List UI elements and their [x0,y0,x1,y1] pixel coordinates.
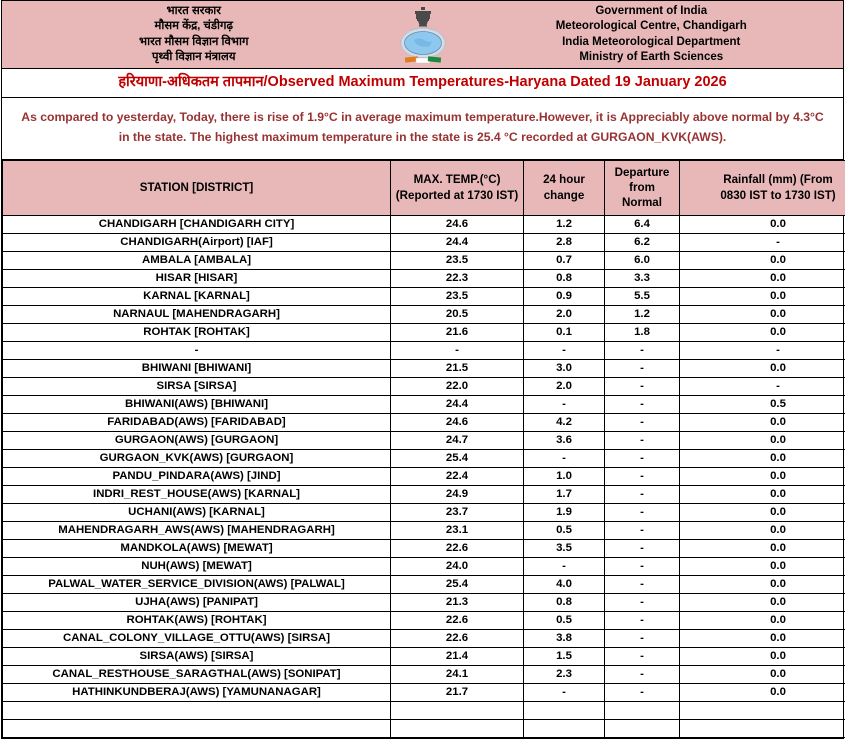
cell-change: - [524,683,605,701]
cell-station: PALWAL_WATER_SERVICE_DIVISION(AWS) [PALWAL] [3,575,391,593]
cell-change: 0.9 [524,287,605,305]
cell-temp: 24.7 [391,431,524,449]
cell-change: 2.0 [524,305,605,323]
cell-departure: - [605,395,680,413]
cell-rainfall: 0.0 [680,521,845,539]
cell-station: - [3,341,391,359]
cell-station: BHIWANI(AWS) [BHIWANI] [3,395,391,413]
table-row [3,503,845,521]
cell-departure: - [605,449,680,467]
table-header-row [3,160,845,215]
table-row [3,377,845,395]
cell-departure: - [605,557,680,575]
cell-temp: 22.3 [391,269,524,287]
cell-rainfall: 0.0 [680,611,845,629]
table-row [3,719,845,737]
masthead-english-block [460,1,844,68]
cell-station: INDRI_REST_HOUSE(AWS) [KARNAL] [3,485,391,503]
cell-rainfall: 0.5 [680,395,845,413]
cell-departure: - [605,539,680,557]
table-header [3,160,845,215]
cell-departure: 1.8 [605,323,680,341]
cell-change: 3.6 [524,431,605,449]
table-row [3,251,845,269]
cell-departure: - [605,467,680,485]
table-row [3,449,845,467]
cell-rainfall: 0.0 [680,287,845,305]
cell-departure: 6.0 [605,251,680,269]
cell-rainfall: 0.0 [680,215,845,233]
cell-station: FARIDABAD(AWS) [FARIDABAD] [3,413,391,431]
cell-departure: 5.5 [605,287,680,305]
cell-temp: 22.0 [391,377,524,395]
table-row [3,539,845,557]
cell-departure: 6.2 [605,233,680,251]
cell-station: HATHINKUNDBERAJ(AWS) [YAMUNANAGAR] [3,683,391,701]
column-header-change-line-1: 24 hour [527,172,601,187]
cell-departure [605,719,680,737]
cell-change: 2.0 [524,377,605,395]
cell-temp [391,719,524,737]
cell-station: CANAL_COLONY_VILLAGE_OTTU(AWS) [SIRSA] [3,629,391,647]
cell-station [3,701,391,719]
cell-rainfall: 0.0 [680,251,845,269]
cell-rainfall: - [680,377,845,395]
cell-change: - [524,341,605,359]
cell-station: KARNAL [KARNAL] [3,287,391,305]
cell-departure: - [605,377,680,395]
cell-departure: 1.2 [605,305,680,323]
table-row [3,287,845,305]
cell-temp: 21.7 [391,683,524,701]
cell-temp: 23.7 [391,503,524,521]
table-row [3,485,845,503]
cell-rainfall: 0.0 [680,647,845,665]
table-row [3,215,845,233]
table-row [3,593,845,611]
table-row [3,557,845,575]
cell-change [524,701,605,719]
cell-station: AMBALA [AMBALA] [3,251,391,269]
cell-rainfall: 0.0 [680,413,845,431]
cell-change: 1.7 [524,485,605,503]
table-row [3,269,845,287]
cell-change: 1.2 [524,215,605,233]
cell-departure: 6.4 [605,215,680,233]
india-meteorological-department-emblem-icon [397,4,449,66]
cell-temp: 25.4 [391,575,524,593]
cell-rainfall [680,719,845,737]
summary-text: As compared to yesterday, Today, there is rise of 1.9°C in average maximum temperature.However, it is Appreciably above normal by 4.3°C in the state. The highest maximum temperature in the state is 25.4 °C recorded at GURGAON_KVK(AWS). [16,108,829,148]
cell-departure: - [605,647,680,665]
column-header-max-temp-line-1: MAX. TEMP.(°C) [394,172,520,187]
cell-change: 0.5 [524,611,605,629]
cell-station: UCHANI(AWS) [KARNAL] [3,503,391,521]
cell-temp: 21.3 [391,593,524,611]
table-row [3,413,845,431]
cell-change: 0.5 [524,521,605,539]
cell-station: MAHENDRAGARH_AWS(AWS) [MAHENDRAGARH] [3,521,391,539]
cell-departure: - [605,359,680,377]
table-row [3,359,845,377]
column-header-rainfall-line-2: 0830 IST to 1730 IST) [683,188,845,203]
cell-temp: 21.4 [391,647,524,665]
cell-temp: 22.6 [391,539,524,557]
cell-rainfall: 0.0 [680,575,845,593]
cell-change: 0.1 [524,323,605,341]
cell-temp: 24.6 [391,413,524,431]
cell-station: CHANDIGARH [CHANDIGARH CITY] [3,215,391,233]
cell-departure: - [605,503,680,521]
cell-rainfall: 0.0 [680,359,845,377]
cell-station: GURGAON(AWS) [GURGAON] [3,431,391,449]
cell-temp: 22.6 [391,629,524,647]
cell-rainfall [680,701,845,719]
cell-rainfall: 0.0 [680,593,845,611]
cell-temp: 24.6 [391,215,524,233]
cell-station [3,719,391,737]
cell-temp: 24.4 [391,395,524,413]
table-row [3,341,845,359]
table-row [3,647,845,665]
cell-departure: - [605,485,680,503]
column-header-max-temp [391,160,524,215]
cell-rainfall: 0.0 [680,323,845,341]
masthead-hindi-line-2: मौसम केंद्र, चंडीगढ़ [155,19,233,34]
cell-change: 2.8 [524,233,605,251]
column-header-change-line-2: change [527,188,601,203]
masthead-hindi-line-3: भारत मौसम विज्ञान विभाग [139,35,248,50]
cell-change: 4.0 [524,575,605,593]
emblem-container [386,1,460,68]
cell-station: MANDKOLA(AWS) [MEWAT] [3,539,391,557]
cell-station: NARNAUL [MAHENDRAGARH] [3,305,391,323]
cell-change: 4.2 [524,413,605,431]
cell-rainfall: 0.0 [680,305,845,323]
cell-rainfall: 0.0 [680,557,845,575]
table-row [3,467,845,485]
cell-change: 1.5 [524,647,605,665]
masthead-english-line-3: India Meteorological Department [562,35,740,50]
cell-change: - [524,395,605,413]
imd-bulletin-page [1,0,844,739]
cell-station: UJHA(AWS) [PANIPAT] [3,593,391,611]
cell-change: - [524,557,605,575]
cell-departure: - [605,575,680,593]
cell-temp: - [391,341,524,359]
cell-change: 1.0 [524,467,605,485]
table-row [3,431,845,449]
cell-temp: 25.4 [391,449,524,467]
cell-temp: 20.5 [391,305,524,323]
cell-station: HISAR [HISAR] [3,269,391,287]
cell-rainfall: - [680,341,845,359]
cell-rainfall: - [680,233,845,251]
masthead-hindi-line-1: भारत सरकार [166,4,221,19]
cell-station: CANAL_RESTHOUSE_SARAGTHAL(AWS) [SONIPAT] [3,665,391,683]
cell-rainfall: 0.0 [680,467,845,485]
cell-rainfall: 0.0 [680,449,845,467]
summary-band [2,98,843,160]
column-header-departure-line-1: Departure [608,165,676,180]
cell-temp: 21.5 [391,359,524,377]
column-header-max-temp-line-2: (Reported at 1730 IST) [394,188,520,203]
cell-change: 0.8 [524,269,605,287]
cell-departure: - [605,683,680,701]
column-header-departure-from-normal [605,160,680,215]
cell-station: CHANDIGARH(Airport) [IAF] [3,233,391,251]
cell-temp: 23.5 [391,287,524,305]
max-temperature-table [2,160,845,738]
cell-departure [605,701,680,719]
column-header-rainfall [680,160,845,215]
cell-departure: - [605,629,680,647]
column-header-rainfall-line-1: Rainfall (mm) (From [683,172,845,187]
table-row [3,701,845,719]
table-body [3,215,845,737]
cell-rainfall: 0.0 [680,503,845,521]
table-row [3,683,845,701]
cell-station: GURGAON_KVK(AWS) [GURGAON] [3,449,391,467]
cell-temp: 21.6 [391,323,524,341]
cell-temp: 22.6 [391,611,524,629]
cell-rainfall: 0.0 [680,629,845,647]
cell-temp: 24.4 [391,233,524,251]
cell-change: 0.7 [524,251,605,269]
table-row [3,233,845,251]
cell-temp: 23.1 [391,521,524,539]
cell-rainfall: 0.0 [680,683,845,701]
column-header-departure-line-2: from [608,180,676,195]
table-row [3,665,845,683]
masthead [2,1,843,69]
cell-departure: - [605,341,680,359]
cell-temp: 24.9 [391,485,524,503]
cell-station: PANDU_PINDARA(AWS) [JIND] [3,467,391,485]
cell-station: SIRSA [SIRSA] [3,377,391,395]
cell-rainfall: 0.0 [680,665,845,683]
cell-temp: 22.4 [391,467,524,485]
cell-rainfall: 0.0 [680,485,845,503]
table-row [3,611,845,629]
cell-change: 3.5 [524,539,605,557]
cell-station: ROHTAK(AWS) [ROHTAK] [3,611,391,629]
cell-change [524,719,605,737]
table-row [3,575,845,593]
cell-change: 0.8 [524,593,605,611]
cell-departure: - [605,413,680,431]
table-row [3,323,845,341]
column-header-24-hour-change [524,160,605,215]
cell-temp: 23.5 [391,251,524,269]
cell-change: 1.9 [524,503,605,521]
cell-temp: 24.1 [391,665,524,683]
masthead-hindi-line-4: पृथ्वी विज्ञान मंत्रालय [152,50,236,65]
table-row [3,629,845,647]
cell-station: ROHTAK [ROHTAK] [3,323,391,341]
table-row [3,395,845,413]
cell-departure: - [605,593,680,611]
cell-rainfall: 0.0 [680,431,845,449]
cell-station: NUH(AWS) [MEWAT] [3,557,391,575]
cell-departure: - [605,521,680,539]
masthead-hindi-block [2,1,386,68]
cell-rainfall: 0.0 [680,539,845,557]
cell-departure: - [605,611,680,629]
cell-change: 3.8 [524,629,605,647]
cell-departure: - [605,665,680,683]
masthead-english-line-1: Government of India [595,4,707,19]
cell-temp: 24.0 [391,557,524,575]
cell-change: 3.0 [524,359,605,377]
table-row [3,521,845,539]
masthead-english-line-4: Ministry of Earth Sciences [579,50,723,65]
bulletin-title-band [2,69,843,98]
cell-departure: 3.3 [605,269,680,287]
cell-change: - [524,449,605,467]
cell-departure: - [605,431,680,449]
cell-station: BHIWANI [BHIWANI] [3,359,391,377]
cell-station: SIRSA(AWS) [SIRSA] [3,647,391,665]
cell-temp [391,701,524,719]
masthead-english-line-2: Meteorological Centre, Chandigarh [556,19,747,34]
table-row [3,305,845,323]
column-header-station: STATION [DISTRICT] [3,160,391,215]
cell-change: 2.3 [524,665,605,683]
column-header-departure-line-3: Normal [608,195,676,210]
cell-rainfall: 0.0 [680,269,845,287]
page-title: हरियाणा-अधिकतम तापमान/Observed Maximum Temperatures-Haryana Dated 19 January 2026 [118,74,726,90]
